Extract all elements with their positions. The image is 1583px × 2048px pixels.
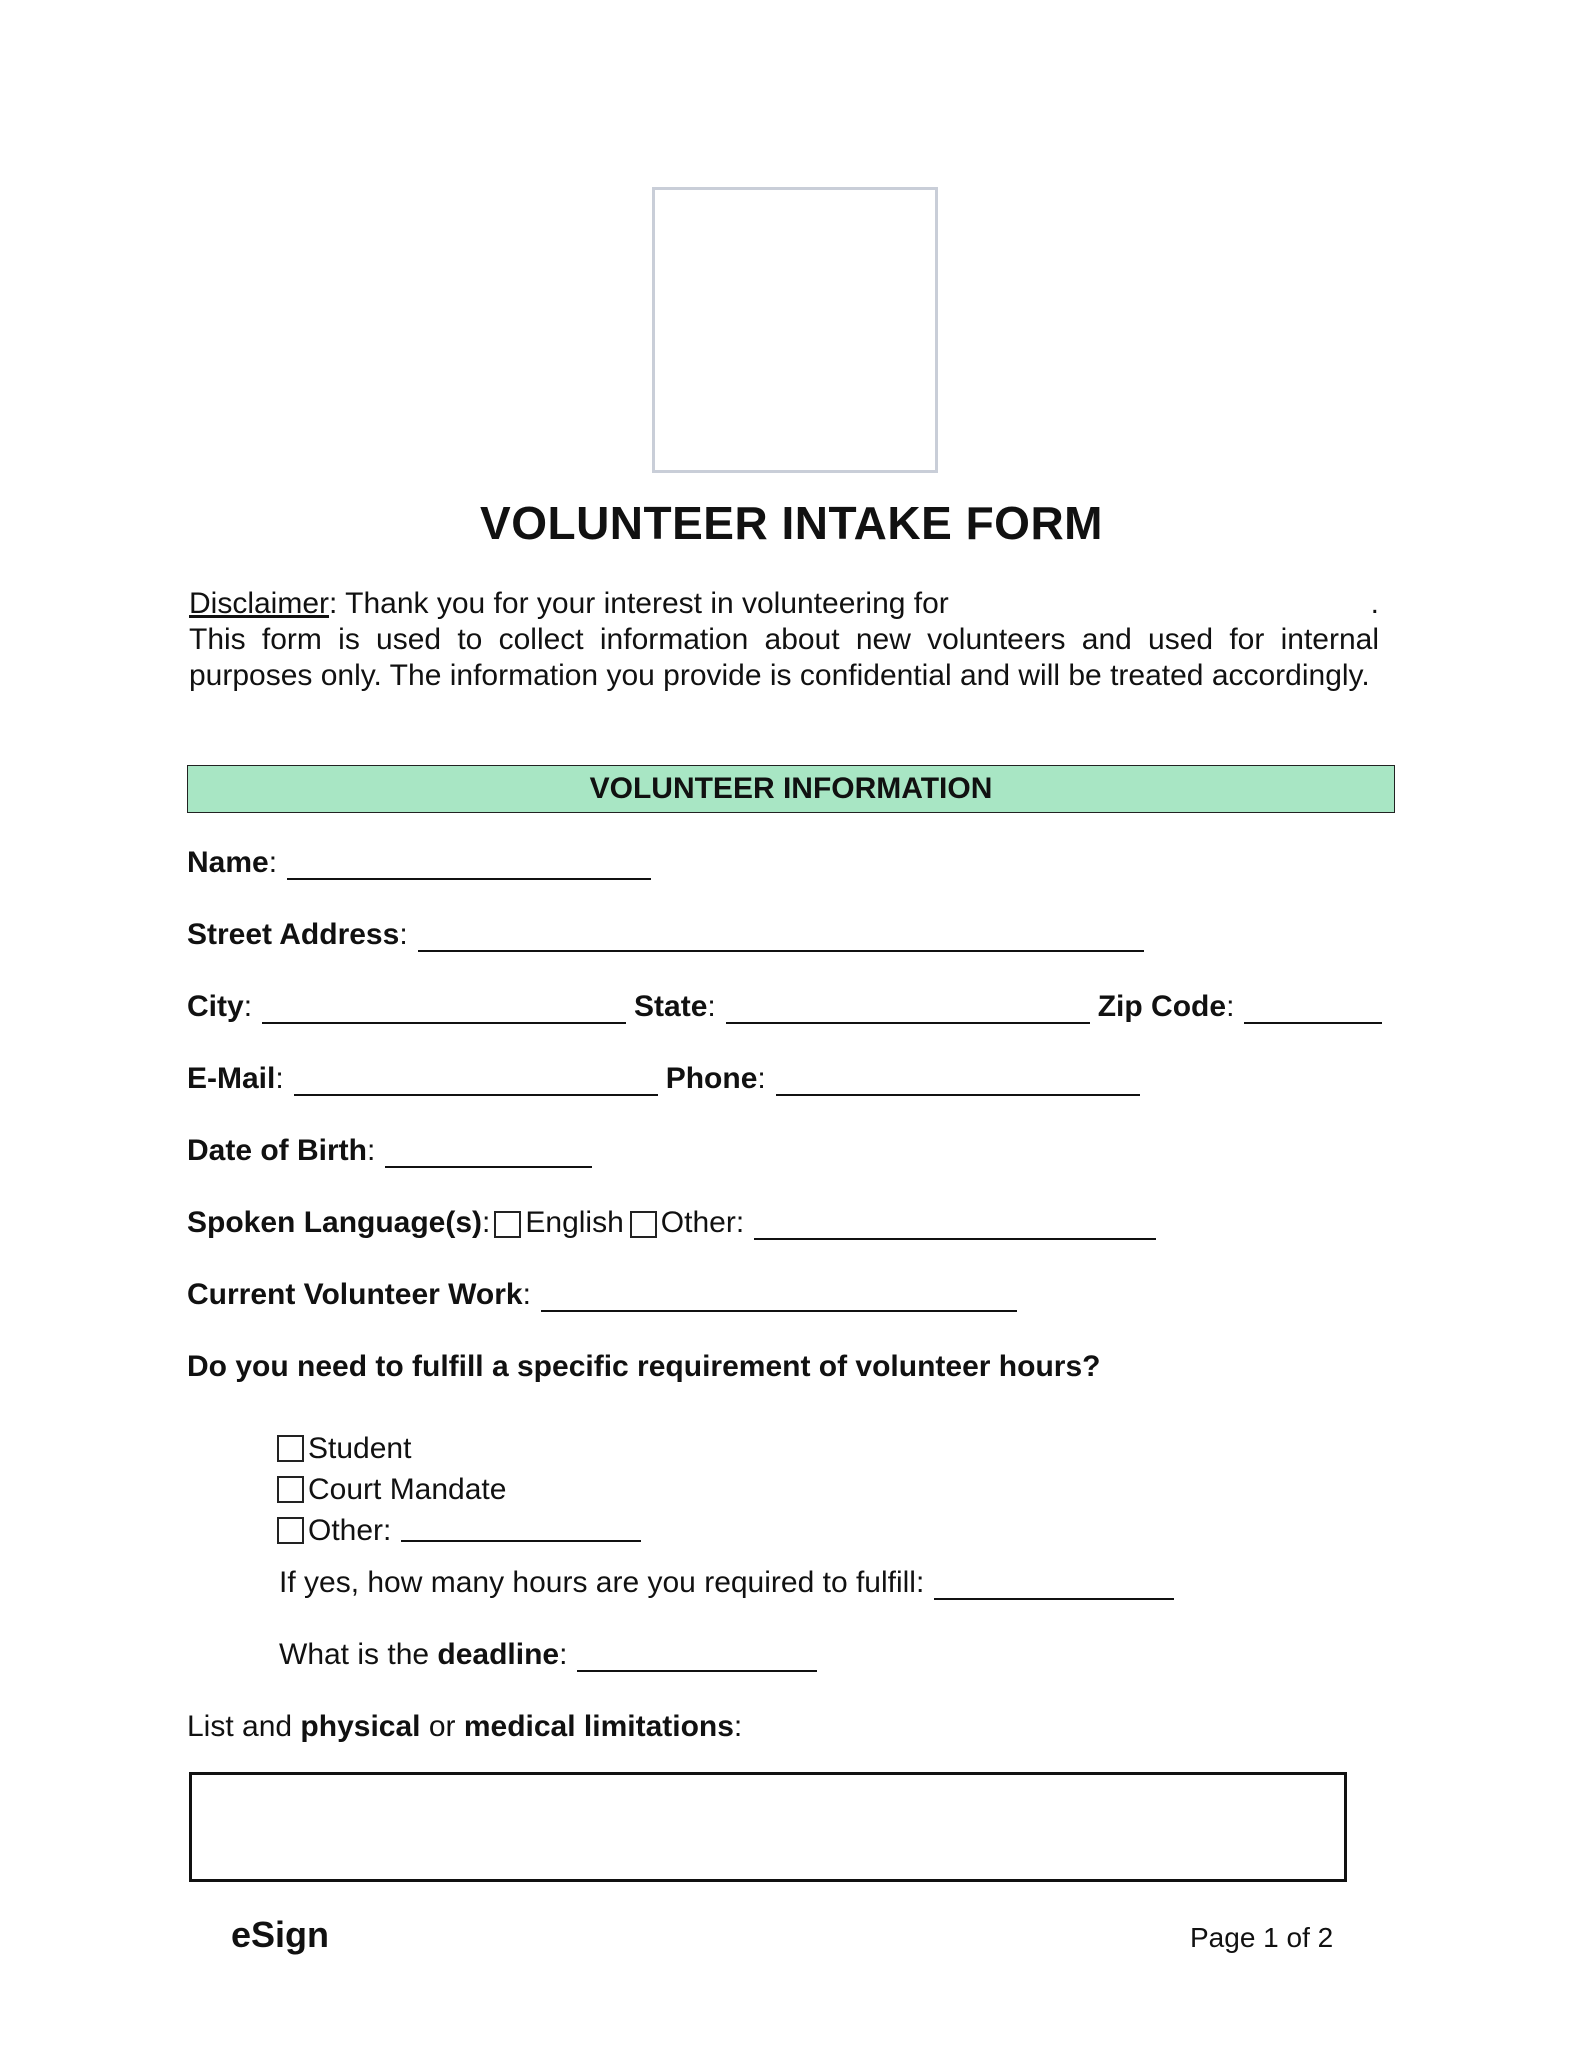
state-label: State xyxy=(634,990,708,1023)
name-field[interactable] xyxy=(287,852,651,880)
option-court-mandate xyxy=(277,1469,649,1510)
street-address-field[interactable] xyxy=(418,924,1144,952)
phone-label: Phone xyxy=(665,1062,758,1095)
deadline-field[interactable] xyxy=(577,1644,817,1672)
limitations-row: List and physical or medical limitations : xyxy=(187,1710,743,1743)
spoken-languages-label: Spoken Language(s) xyxy=(187,1206,483,1239)
option-student xyxy=(277,1428,649,1469)
esign-logo: eSign xyxy=(231,1914,330,1955)
court-mandate-checkbox[interactable] xyxy=(277,1476,304,1503)
other-language-checkbox[interactable] xyxy=(630,1211,657,1238)
deadline-row: What is the deadline : xyxy=(279,1638,825,1672)
english-checkbox[interactable] xyxy=(494,1211,521,1238)
other-requirement-field[interactable] xyxy=(401,1520,641,1542)
disclaimer-body: This form is used to collect information about new volunteers and used for internal purposes only. The information you provide is confidential and will be treated accordingly. xyxy=(189,623,1379,692)
limitations-textarea[interactable] xyxy=(189,1772,1347,1882)
phone-field[interactable] xyxy=(776,1068,1140,1096)
disclaimer-label: Disclaimer xyxy=(189,587,330,620)
student-label: Student xyxy=(308,1431,412,1465)
street-address-label: Street Address xyxy=(187,918,400,951)
disclaimer-first-line: : Thank you for your interest in volunteering for xyxy=(329,587,949,620)
court-mandate-label: Court Mandate xyxy=(308,1472,507,1506)
option-other xyxy=(277,1510,649,1551)
city-label: City xyxy=(187,990,244,1023)
name-label: Name xyxy=(187,846,269,879)
disclaimer xyxy=(189,586,1379,694)
street-address-row: Street Address : xyxy=(187,918,1152,952)
hours-question: Do you need to fulfill a specific requirement of volunteer hours? xyxy=(187,1350,1101,1383)
state-field[interactable] xyxy=(726,996,1090,1024)
other-requirement-label: Other: xyxy=(308,1513,392,1547)
student-checkbox[interactable] xyxy=(277,1435,304,1462)
hours-count-field[interactable] xyxy=(934,1572,1174,1600)
dob-field[interactable] xyxy=(385,1140,592,1168)
dob-row: Date of Birth : xyxy=(187,1134,600,1168)
name-row: Name : xyxy=(187,846,659,880)
current-work-label: Current Volunteer Work xyxy=(187,1278,523,1311)
other-requirement-checkbox[interactable] xyxy=(277,1517,304,1544)
zip-code-label: Zip Code xyxy=(1097,990,1227,1023)
other-language-field[interactable] xyxy=(754,1212,1156,1240)
disclaimer-period: . xyxy=(1370,587,1379,620)
city-state-zip-row: City : State : Zip Code : xyxy=(187,990,1390,1024)
hours-count-row xyxy=(279,1566,1182,1600)
current-work-row: Current Volunteer Work : xyxy=(187,1278,1025,1312)
current-work-field[interactable] xyxy=(541,1284,1017,1312)
email-phone-row: E-Mail : Phone : xyxy=(187,1062,1148,1096)
hours-options xyxy=(277,1428,649,1551)
zip-code-field[interactable] xyxy=(1244,996,1382,1024)
english-label: English xyxy=(525,1206,624,1239)
logo-placeholder xyxy=(652,187,938,473)
city-field[interactable] xyxy=(262,996,626,1024)
hours-count-label: If yes, how many hours are you required to fulfill: xyxy=(279,1566,925,1599)
email-label: E-Mail xyxy=(187,1062,276,1095)
email-field[interactable] xyxy=(294,1068,658,1096)
other-language-label: Other: xyxy=(660,1206,745,1239)
spoken-languages-row: Spoken Language(s) : English Other: xyxy=(187,1206,1164,1240)
page-number: Page 1 of 2 xyxy=(1190,1922,1334,1953)
hours-question-row xyxy=(187,1350,1100,1384)
deadline-label: deadline xyxy=(437,1638,560,1671)
dob-label: Date of Birth xyxy=(187,1134,367,1167)
section-header-volunteer-information: VOLUNTEER INFORMATION xyxy=(187,765,1395,813)
form-title: VOLUNTEER INTAKE FORM xyxy=(480,497,1103,549)
